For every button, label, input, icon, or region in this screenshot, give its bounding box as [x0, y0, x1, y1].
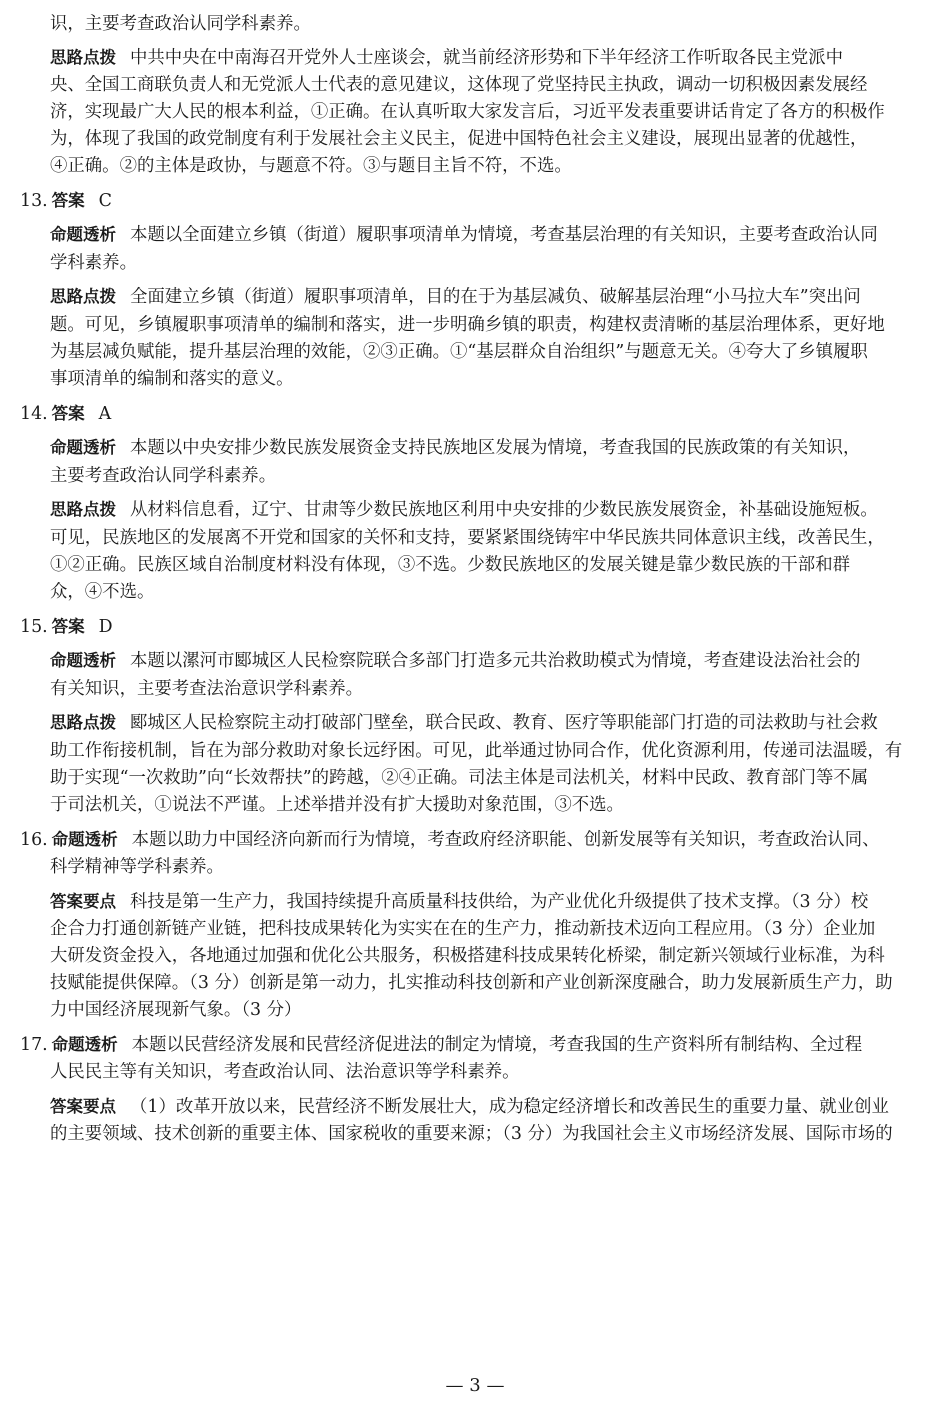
- text-line: [0, 436, 950, 460]
- text-line: [0, 12, 950, 36]
- line-text: 人民民主等有关知识，考查政治认同、法治意识等学科素养。: [50, 1062, 520, 1082]
- text-line: [0, 46, 950, 70]
- text-line: [0, 828, 950, 852]
- text-line: [0, 1060, 950, 1084]
- question-number: 17.: [20, 1035, 48, 1055]
- line-text: ①②正确。民族区域自治制度材料没有体现，③不选。少数民族地区的发展关键是靠少数民族的干部和群: [50, 555, 850, 575]
- line-text: 郾城区人民检察院主动打破部门壁垒，联合民政、教育、医疗等职能部门打造的司法救助与社会救: [130, 713, 878, 733]
- section-label: 命题透析: [51, 830, 118, 849]
- line-text: 从材料信息看，辽宁、甘肃等少数民族地区利用中央安排的少数民族发展资金，补基础设施短板。: [130, 500, 878, 520]
- section-label: 思路点拨: [50, 287, 116, 306]
- line-text: 可见，民族地区的发展离不开党和国家的关怀和支持，要紧紧围绕铸牢中华民族共同体意识主线，改善民生，: [50, 528, 885, 548]
- line-text: 力中国经济展现新气象。（3 分）: [50, 1000, 302, 1020]
- section-label: 思路点拨: [50, 48, 116, 67]
- text-line: [0, 100, 950, 124]
- line-text: 本题以全面建立乡镇（街道）履职事项清单为情境，考查基层治理的有关知识，主要考查政治认同: [130, 225, 878, 245]
- text-line: [0, 251, 950, 275]
- line-text: 学科素养。: [50, 253, 137, 273]
- section-label: 命题透析: [50, 651, 116, 670]
- text-line: [0, 855, 950, 879]
- section-label: 命题透析: [50, 225, 116, 244]
- text-line: [0, 580, 950, 604]
- line-text: 央、全国工商联负责人和无党派人士代表的意见建议，这体现了党坚持民主执政，调动一切积极因素发展经: [50, 75, 868, 95]
- section-label: 答案要点: [50, 1097, 116, 1116]
- answer-value: D: [98, 617, 113, 637]
- text-line: [0, 464, 950, 488]
- line-text: 科学精神等学科素养。: [50, 857, 224, 877]
- line-text: 的主要领域、技术创新的重要主体、国家税收的重要来源；（3 分）为我国社会主义市场经济发展、国际市场的: [50, 1124, 893, 1144]
- text-line: [0, 526, 950, 550]
- line-text: 题。可见，乡镇履职事项清单的编制和落实，进一步明确乡镇的职责，构建权责清晰的基层治理体系，更好地: [50, 315, 885, 335]
- text-line: [0, 711, 950, 735]
- page-number: — 3 —: [445, 1375, 505, 1396]
- text-line: [0, 766, 950, 790]
- line-text: 为，体现了我国的政党制度有利于发展社会主义民主，促进中国特色社会主义建设，展现出显著的优越性，: [50, 129, 868, 149]
- line-text: 本题以助力中国经济向新而行为情境，考查政府经济职能、创新发展等有关知识，考查政治认同、: [131, 830, 880, 850]
- line-text: 为基层减负赋能，提升基层治理的效能，②③正确。①“基层群众自治组织”与题意无关。④夸大了乡镇履职: [50, 342, 868, 362]
- text-line: [0, 313, 950, 337]
- text-line: [0, 917, 950, 941]
- answer-label: 答案: [51, 404, 85, 423]
- line-text: 于司法机关，①说法不严谨。上述举措并没有扩大援助对象范围，③不选。: [50, 795, 624, 815]
- text-line: [0, 739, 950, 763]
- text-line: [0, 154, 950, 178]
- line-text: 企合力打通创新链产业链，把科技成果转化为实实在在的生产力，推动新技术迈向工程应用。（3 分）企业加: [50, 919, 876, 939]
- question-number: 14.: [20, 404, 48, 424]
- line-text: 本题以漯河市郾城区人民检察院联合多部门打造多元共治救助模式为情境，考查建设法治社会的: [130, 651, 861, 671]
- line-text: 识，主要考查政治认同学科素养。: [50, 14, 311, 34]
- text-line: [0, 127, 950, 151]
- line-text: 技赋能提供保障。（3 分）创新是第一动力，扎实推动科技创新和产业创新深度融合，助力发展新质生产力，助: [50, 973, 893, 993]
- text-line: [0, 1095, 950, 1119]
- line-text: 科技是第一生产力，我国持续提升高质量科技供给，为产业优化升级提供了技术支撑。（3 分）校: [130, 892, 869, 912]
- line-text: 事项清单的编制和落实的意义。: [50, 369, 294, 389]
- answer-label: 答案: [51, 617, 85, 636]
- line-text: 助工作衔接机制，旨在为部分救助对象长远纾困。可见，此举通过协同合作，优化资源利用，传递司法温暖，有: [50, 741, 903, 761]
- text-line: [0, 367, 950, 391]
- line-text: 大研发资金投入，各地通过加强和优化公共服务，积极搭建科技成果转化桥梁，制定新兴领域行业标准，为科: [50, 946, 885, 966]
- section-label: 思路点拨: [50, 713, 116, 732]
- text-line: [0, 1033, 950, 1057]
- line-text: 主要考查政治认同学科素养。: [50, 466, 277, 486]
- text-line: [0, 1122, 950, 1146]
- text-line: [0, 189, 950, 213]
- text-line: [0, 553, 950, 577]
- line-text: （1）改革开放以来，民营经济不断发展壮大，成为稳定经济增长和改善民生的重要力量、就业创业: [130, 1097, 889, 1117]
- line-text: 中共中央在中南海召开党外人士座谈会，就当前经济形势和下半年经济工作听取各民主党派中: [130, 48, 844, 68]
- text-line: [0, 793, 950, 817]
- text-line: [0, 402, 950, 426]
- question-number: 16.: [20, 830, 48, 850]
- text-line: [0, 615, 950, 639]
- question-number: 15.: [20, 617, 48, 637]
- line-text: 济，实现最广大人民的根本利益，①正确。在认真听取大家发言后，习近平发表重要讲话肯定了各方的积极作: [50, 102, 885, 122]
- line-text: 有关知识，主要考查法治意识学科素养。: [50, 679, 364, 699]
- text-line: [0, 971, 950, 995]
- section-label: 命题透析: [51, 1035, 118, 1054]
- line-text: 本题以中央安排少数民族发展资金支持民族地区发展为情境，考查我国的民族政策的有关知识，: [130, 438, 861, 458]
- section-label: 命题透析: [50, 438, 116, 457]
- answer-label: 答案: [51, 191, 85, 210]
- section-label: 答案要点: [50, 892, 116, 911]
- answer-value: C: [98, 191, 112, 211]
- text-line: [0, 73, 950, 97]
- text-line: [0, 498, 950, 522]
- line-text: 全面建立乡镇（街道）履职事项清单，目的在于为基层减负、破解基层治理“小马拉大车”突出问: [130, 287, 861, 307]
- text-line: [0, 944, 950, 968]
- line-text: 众，④不选。: [50, 582, 155, 602]
- text-line: [0, 649, 950, 673]
- question-number: 13.: [20, 191, 48, 211]
- text-line: [0, 223, 950, 247]
- answer-value: A: [98, 404, 112, 424]
- text-line: [0, 890, 950, 914]
- text-line: [0, 998, 950, 1022]
- text-line: [0, 340, 950, 364]
- text-line: [0, 285, 950, 309]
- line-text: 助于实现“一次救助”向“长效帮扶”的跨越，②④正确。司法主体是司法机关，材料中民政、教育部门等不属: [50, 768, 869, 788]
- line-text: 本题以民营经济发展和民营经济促进法的制定为情境，考查我国的生产资料所有制结构、全过程: [131, 1035, 863, 1055]
- text-line: [0, 677, 950, 701]
- section-label: 思路点拨: [50, 500, 116, 519]
- line-text: ④正确。②的主体是政协，与题意不符。③与题目主旨不符，不选。: [50, 156, 572, 176]
